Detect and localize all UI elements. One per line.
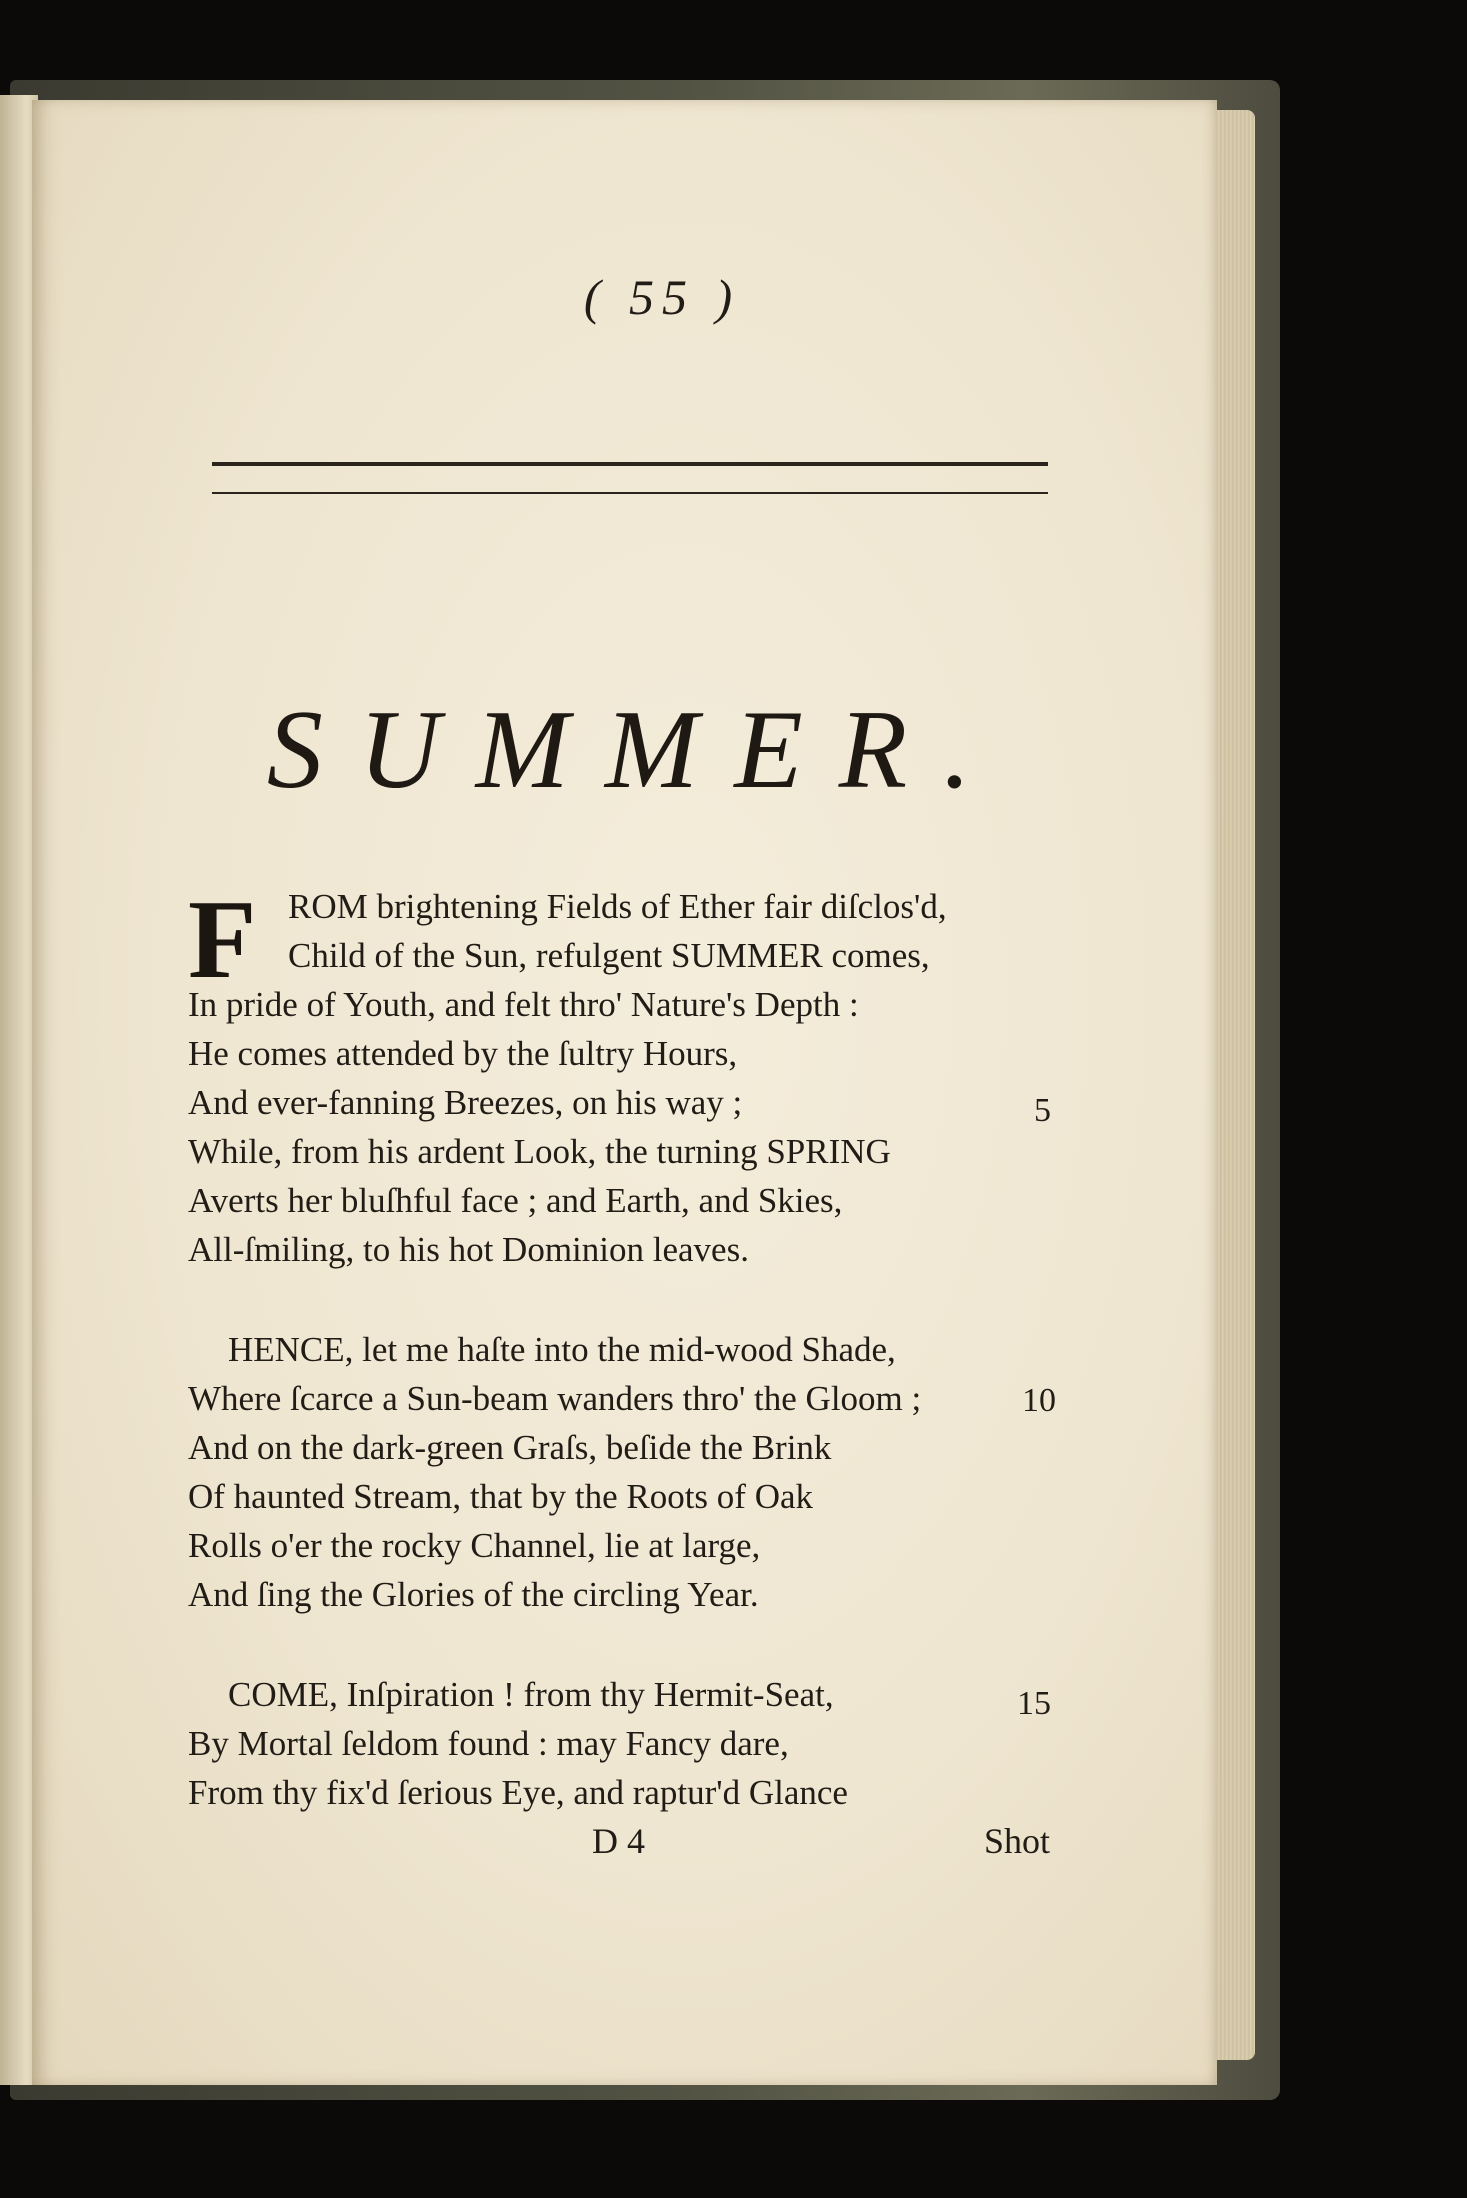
verse-line: COME, Inſpiration ! from thy Hermit-Seat, xyxy=(228,1675,834,1714)
line-number: 10 xyxy=(1022,1382,1056,1419)
verse-line: And on the dark-green Graſs, beſide the Brink xyxy=(188,1428,832,1467)
verse-line: From thy fix'd ſerious Eye, and raptur'd Glance xyxy=(188,1773,848,1812)
book-page xyxy=(32,100,1217,2085)
title-rule-thick xyxy=(212,462,1048,466)
verse-line: Averts her bluſhful face ; and Earth, and Skies, xyxy=(188,1181,843,1220)
line-number: 15 xyxy=(1017,1685,1051,1722)
verse-line: And ever-fanning Breezes, on his way ; xyxy=(188,1083,743,1122)
verse-line: By Mortal ſeldom found : may Fancy dare, xyxy=(188,1724,789,1763)
verse-line: Of haunted Stream, that by the Roots of Oak xyxy=(188,1477,814,1516)
verse-line: He comes attended by the ſultry Hours, xyxy=(188,1034,738,1073)
verse-line: Rolls o'er the rocky Channel, lie at large, xyxy=(188,1526,761,1565)
verse-line: While, from his ardent Look, the turning SPRING xyxy=(188,1132,891,1171)
verse-line: ROM brightening Fields of Ether fair diſclos'd, xyxy=(288,887,947,926)
line-number: 5 xyxy=(1034,1092,1051,1129)
poem-title: SUMMER. xyxy=(266,688,1008,812)
verse-line: Where ſcarce a Sun-beam wanders thro' the Gloom ; xyxy=(188,1379,922,1418)
stanza-3 xyxy=(188,1670,1088,1817)
verse-line: And ſing the Glories of the circling Year. xyxy=(188,1575,759,1614)
verse-line: In pride of Youth, and felt thro' Nature's Depth : xyxy=(188,985,859,1024)
catchword: Shot xyxy=(984,1821,1051,1861)
signature-mark: D 4 xyxy=(592,1821,645,1861)
verse-line: All-ſmiling, to his hot Dominion leaves. xyxy=(188,1230,749,1269)
stanza-2 xyxy=(188,1325,1088,1619)
title-rule-thin xyxy=(212,492,1048,494)
drop-cap: F xyxy=(188,878,257,1002)
stanza-1 xyxy=(188,878,1088,1274)
page-number: ( 55 ) xyxy=(583,269,741,325)
verse-line: HENCE, let me haſte into the mid-wood Shade, xyxy=(228,1330,896,1369)
verse-line: Child of the Sun, refulgent SUMMER comes, xyxy=(288,936,930,975)
